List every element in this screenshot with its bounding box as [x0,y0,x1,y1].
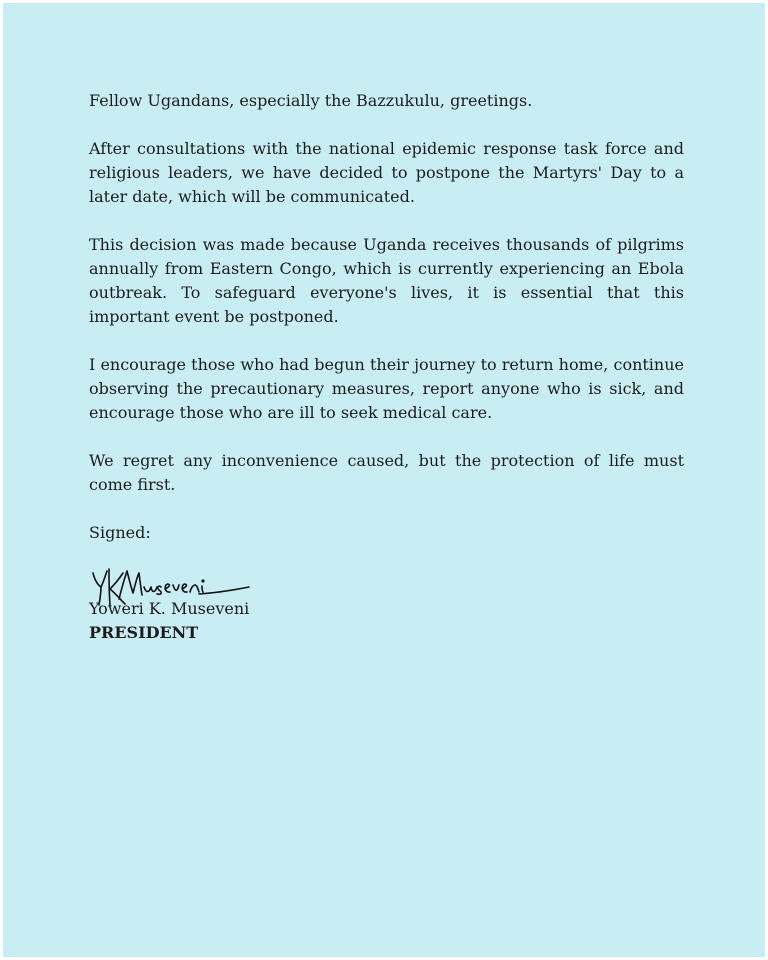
paragraph-decision-reason: This decision was made because Uganda receives thousands of pilgrims annually from Eastern Congo, which is currently experiencing an Ebola outbreak. To safeguard everyone's lives, it is essential that this important event be postponed. [89,235,684,326]
letter-page [3,3,765,957]
paragraph-encouragement: I encourage those who had begun their journey to return home, continue observing the precautionary measures, report anyone who is sick, and encourage those who are ill to seek medical care. [89,355,684,422]
signer-name: Yoweri K. Museveni [89,599,250,618]
paragraph-regret: We regret any inconvenience caused, but the protection of life must come first. [89,451,684,494]
greeting: Fellow Ugandans, especially the Bazzukulu, greetings. [89,91,533,110]
signer-title: PRESIDENT [89,623,199,642]
paragraph-consultations: After consultations with the national epidemic response task force and religious leaders, we have decided to postpone the Martyrs' Day to a later date, which will be communicated. [89,139,684,206]
letter-body [89,89,684,669]
signature-block [89,569,684,621]
signed-label: Signed: [89,523,151,542]
